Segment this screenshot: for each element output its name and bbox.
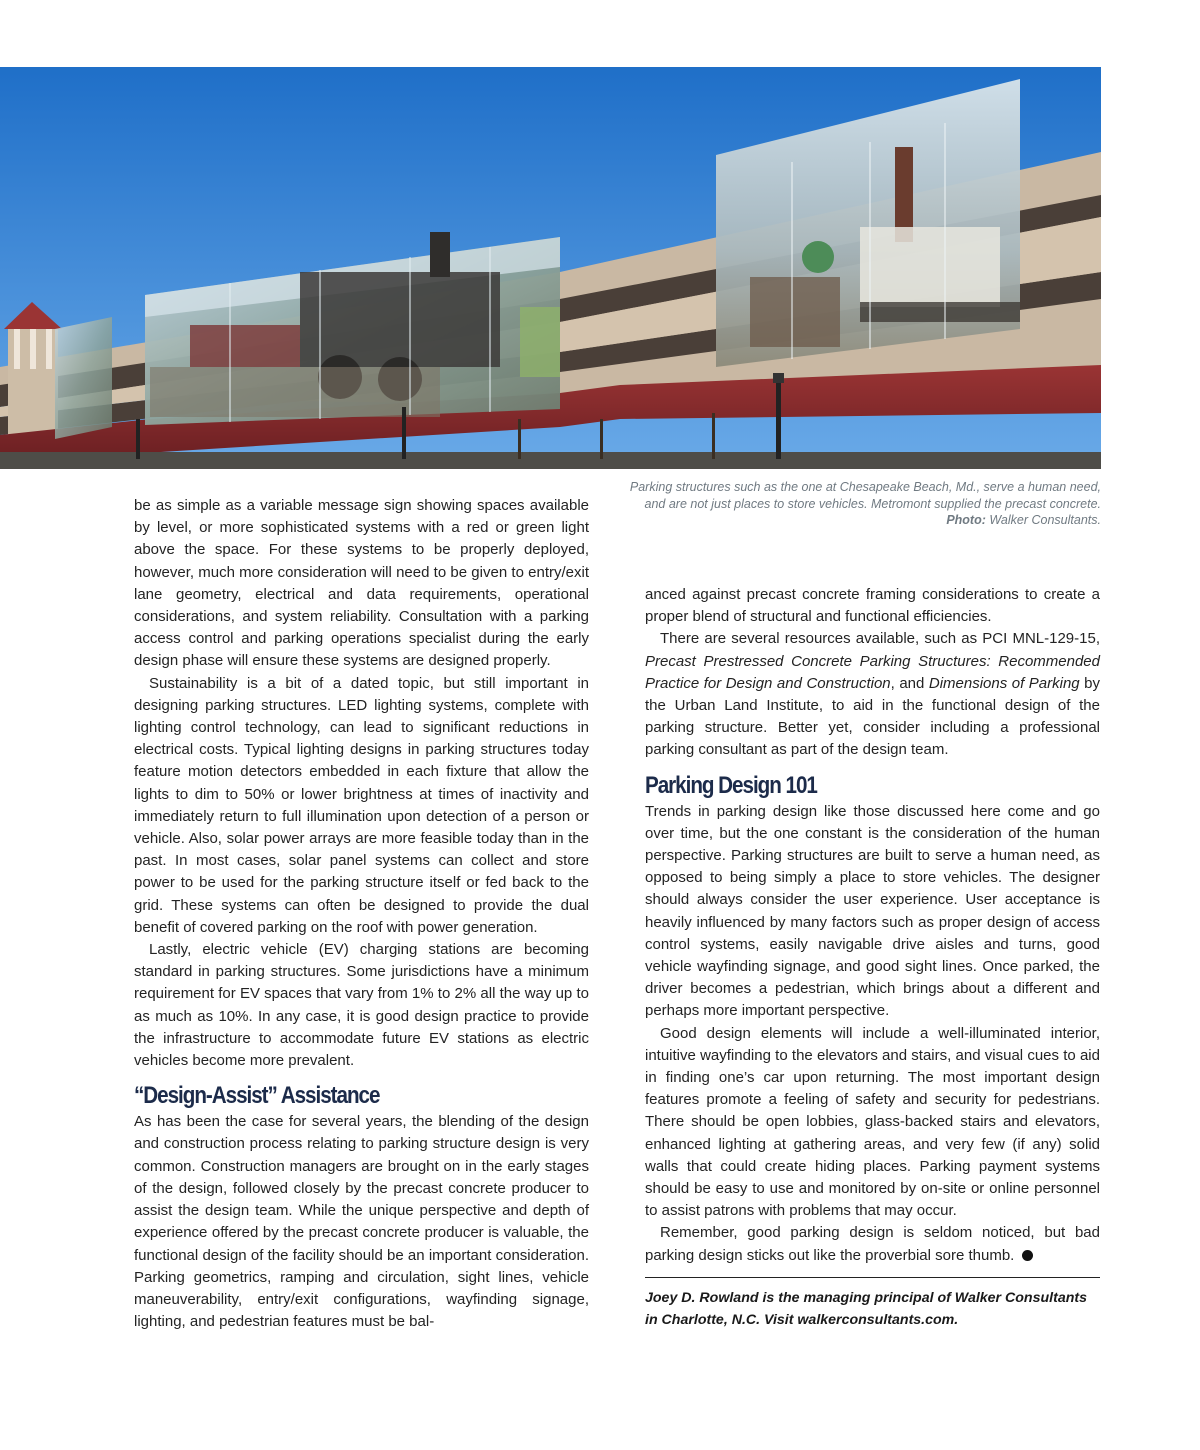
right-paragraph-5 (645, 1222, 1100, 1266)
closing-sentence: Remember, good parking design is seldom noticed, but bad parking design sticks out like the proverbial sore thumb. (645, 1224, 1100, 1264)
author-bio: Joey D. Rowland is the managing principal of Walker Consultants in Charlotte, N.C. Visit walkerconsultants.com. (645, 1289, 1087, 1328)
article-photo (0, 67, 1101, 469)
resources-text-b: , and (890, 674, 929, 692)
resources-text-c: by the Urban Land Institute, to aid in the functional design of the parking structure. Better yet, consider including a professional parking consultant as part of the design team. (645, 674, 1100, 759)
right-column (645, 584, 1100, 1331)
pci-manual-title: Precast Prestressed Concrete Parking Structures: Recommended Practice for Design and Construction (645, 652, 1100, 692)
right-paragraph-3: Trends in parking design like those discussed here come and go over time, but the one constant is the consideration of the human perspective. Parking structures are built to serve a human need, as opposed to being simply a place to store vehicles. The designer should always consider the user experience. User acceptance is heavily influenced by many factors such as proper design of access control systems, easily navigable drive aisles and turns, good vehicle wayfinding signage, and good sight lines. Once parked, the driver becomes a pedestrian, which brings about a different and perhaps more important perspective. (645, 802, 1100, 1020)
right-paragraph-4: Good design elements will include a well-illuminated interior, intuitive wayfinding to the elevators and stairs, and visual cues to aid in finding one’s car upon returning. The most important design features promote a feeling of safety and security for pedestrians. There should be open lobbies, glass-backed stairs and elevators, enhanced lighting at gathering areas, and very few (if any) solid walls that could create hiding places. Parking payment systems should be easy to use and monitored by on-site or online personnel to assist patrons with problems that may occur. (645, 1024, 1100, 1220)
right-paragraph-2 (645, 628, 1100, 761)
left-paragraph-1: be as simple as a variable message sign showing spaces available by level, or more sophisticated systems with a red or green light above the space. For these systems to be properly deployed, however, much more consideration will need to be given to entry/exit lane geometry, electrical and data requirements, operational considerations, and system reliability. Consultation with a parking access control and parking operations specialist during the early design phase will ensure these systems are designed properly. (134, 497, 589, 670)
section-heading-design-assist: “Design-Assist” Assistance (134, 1082, 380, 1110)
right-paragraph-1: anced against precast concrete framing considerations to create a proper blend of structural and functional efficiencies. (645, 586, 1100, 626)
photo-credit-label: Photo: (946, 513, 986, 527)
end-of-article-dot-icon (1022, 1250, 1033, 1261)
resources-text-a: There are several resources available, such as PCI MNL-129-15, (660, 630, 1100, 648)
section-heading-parking-design-101: Parking Design 101 (645, 771, 817, 799)
photo-credit-value: Walker Consultants. (985, 513, 1101, 527)
left-paragraph-4: As has been the case for several years, the blending of the design and construction process relating to parking structure design is very common. Construction managers are brought on in the early stages of the design, followed closely by the precast concrete producer to assist the design team. While the unique perspective and depth of experience offered by the precast concrete producer is valuable, the functional design of the facility should be an important consideration. Parking geometrics, ramping and circulation, sight lines, vehicle maneuverability, entry/exit configurations, wayfinding signage, lighting, and pedestrian features must be bal- (134, 1113, 589, 1331)
left-paragraph-3: Lastly, electric vehicle (EV) charging stations are becoming standard in parking structures. Some jurisdictions have a minimum requirement for EV spaces that vary from 1% to 2% all the way up to as much as 10%. In any case, it is good design practice to provide the infrastructure to accommodate future EV stations as electric vehicles become more prevalent. (134, 941, 589, 1070)
photo-caption (620, 479, 1101, 529)
left-column (134, 495, 589, 1333)
bio-divider (645, 1277, 1100, 1278)
left-paragraph-2: Sustainability is a bit of a dated topic, but still important in designing parking structures. LED lighting systems, complete with lighting control technology, can lead to significant reductions in electrical costs. Typical lighting designs in parking structures today feature motion detectors embedded in each fixture that allow the lights to dim to 50% or lower brightness at times of inactivity and immediately return to full illumination upon detection of a person or vehicle. Also, solar power arrays are more feasible today than in the past. In most cases, solar panel systems can collect and store power to be used for the parking structure itself or fed back to the grid. These systems can often be designed to provide the dual benefit of covered parking on the roof with power generation. (134, 674, 589, 936)
dimensions-of-parking-title: Dimensions of Parking (928, 674, 1080, 692)
parking-structure-illustration (0, 67, 1101, 469)
caption-text: Parking structures such as the one at Chesapeake Beach, Md., serve a human need, and are not just places to store vehicles. Metromont supplied the precast concrete. (629, 480, 1101, 511)
